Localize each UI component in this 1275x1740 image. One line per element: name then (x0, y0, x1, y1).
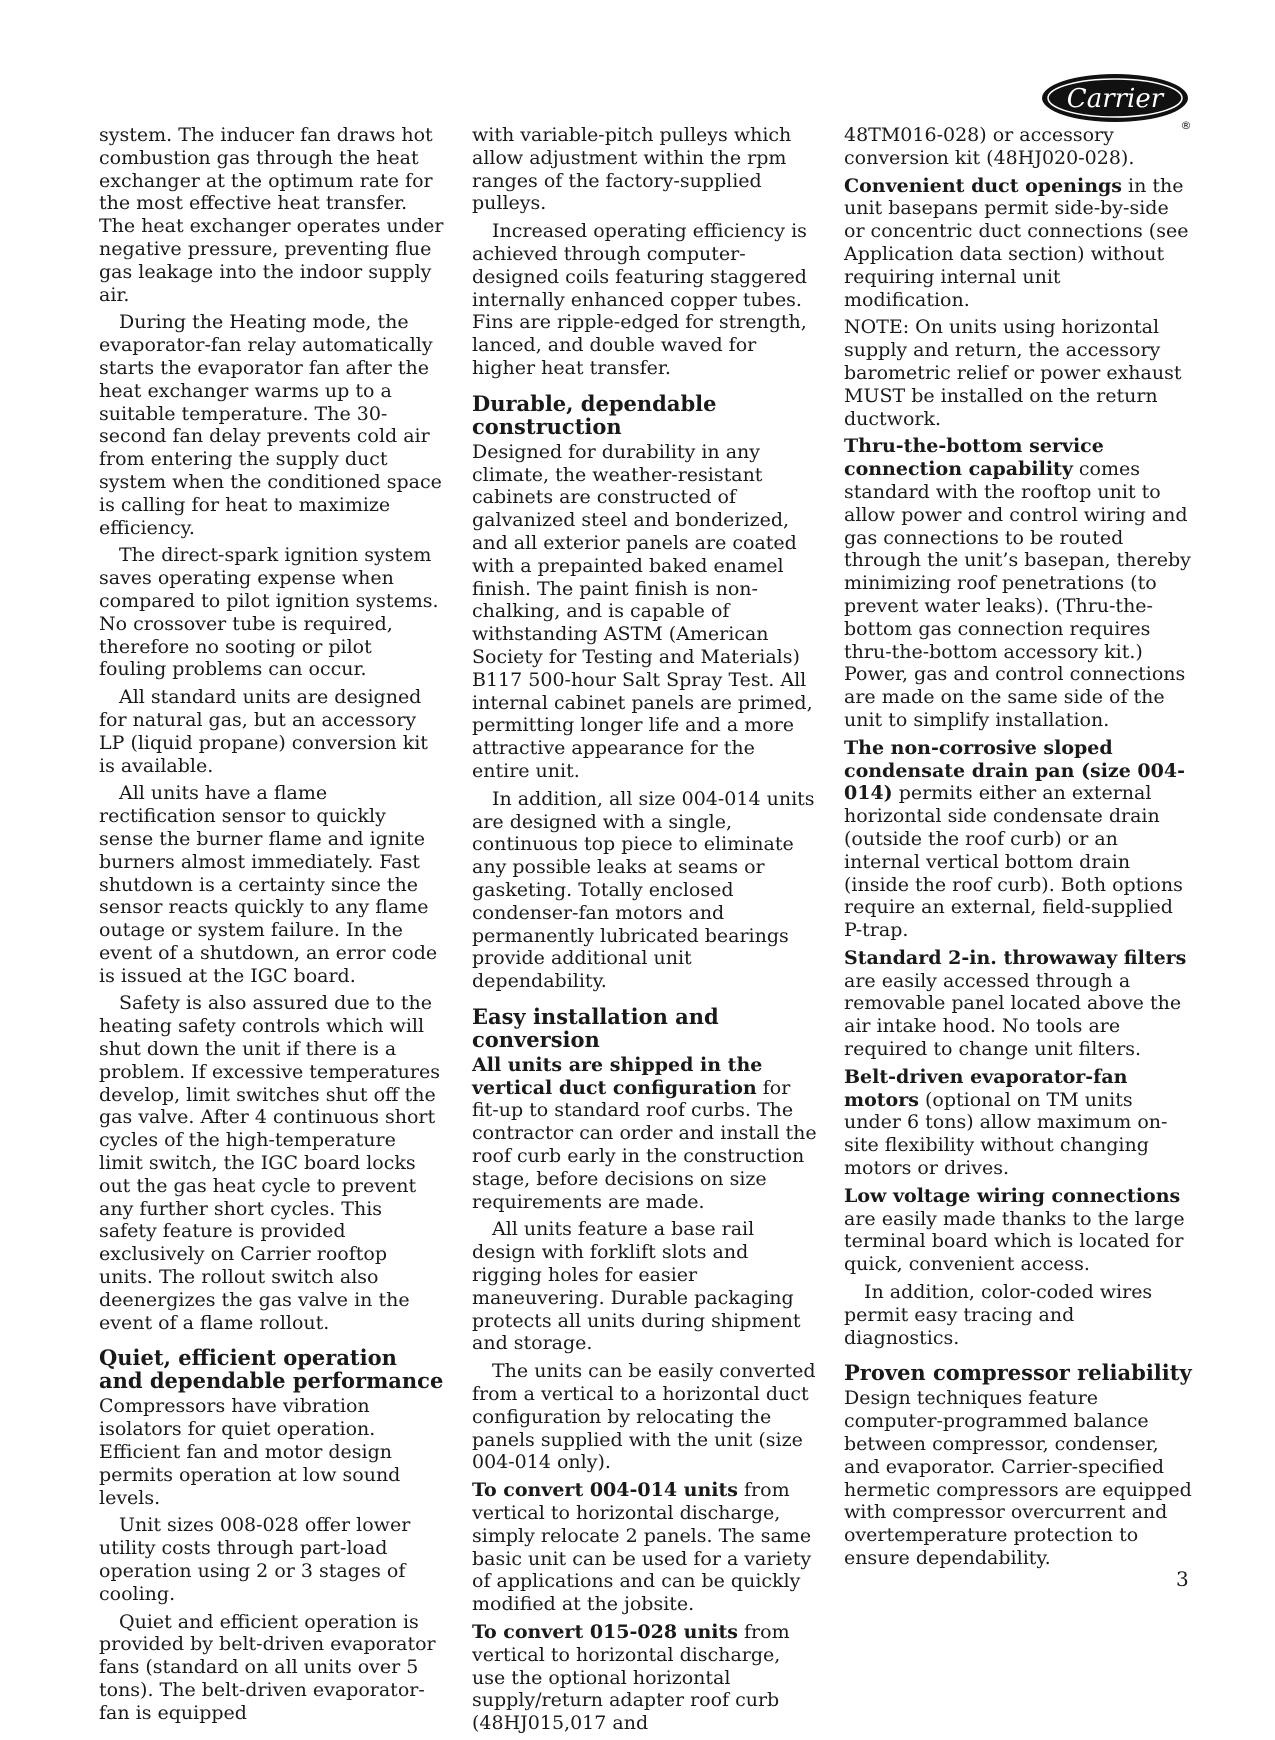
paragraph-text: are easily made thanks to the large terminal board which is located for quick, convenient access. (844, 1207, 1185, 1276)
paragraph: All units have a flame rectification sensor to quickly sense the burner flame and ignite burners almost immediately. Fast shutdown is a certainty since the sensor reacts quickly to any flame outage or system failure. In the event of a shutdown, an error code is issued at the IGC board. (99, 782, 438, 987)
paragraph-text: from vertical to horizontal discharge, use the optional horizontal supply/return adapter roof curb (48HJ015,017 and (472, 1621, 790, 1735)
lead-in-bold: The non-corrosive sloped condensate drain pan (size 004-014) (844, 736, 1185, 805)
section-heading: Easy installation and conversion (472, 1003, 719, 1052)
paragraph: 48TM016-028) or accessory conversion kit (48HJ020-028). (844, 124, 1135, 169)
section-heading: Quiet, efficient operation and dependable performance (99, 1345, 444, 1394)
svg-text:Carrier: Carrier (1066, 84, 1164, 114)
paragraph: During the Heating mode, the evaporator-fan relay automatically starts the evaporator fan after the heat exchanger warms up to a suitable temperature. The 30-second fan delay prevents cold air from entering the supply duct system when the conditioned space is calling for heat to maximize efficiency. (99, 311, 442, 539)
paragraph (844, 435, 1192, 731)
lead-in-bold: Belt-driven evaporator-fan motors (844, 1065, 1128, 1111)
paragraph: Unit sizes 008-028 offer lower utility costs through part-load operation using 2 or 3 stages of cooling. (99, 1514, 411, 1605)
paragraph: Safety is also assured due to the heating safety controls which will shut down the unit if there is a problem. If excessive temperatures develop, limit switches shut off the gas valve. After 4 continuous short cycles of the high-temperature limit switch, the IGC board locks out the gas heat cycle to prevent any further short cycles. This safety feature is provided exclusively on Carrier rooftop units. The rollout switch also deenergizes the gas valve in the event of a flame rollout. (99, 992, 440, 1334)
lead-in-bold: To convert 004-014 units (472, 1479, 738, 1502)
section-heading: Durable, dependable construction (472, 390, 717, 439)
paragraph: with variable-pitch pulleys which allow adjustment within the rpm ranges of the factory-supplied pulleys. (472, 124, 792, 215)
paragraph-text: comes standard with the rooftop unit to allow power and control wiring and gas connections to be routed through the unit’s basepan, thereby minimizing roof penetrations (to prevent water leaks). (Thru-the-bottom gas connection requires thru-the-bottom accessory kit.) Power, gas and control connections are made on the same side of the unit to simplify installation. (844, 458, 1191, 731)
paragraph-text: for fit-up to standard roof curbs. The contractor can order and install the roof curb early in the construction stage, before decisions on size requirements are made. (472, 1076, 817, 1213)
carrier-logo (1040, 72, 1195, 132)
paragraph: Increased operating efficiency is achieved through computer-designed coils featuring staggered internally enhanced copper tubes. Fins are ripple-edged for strength, lanced, and double waved for higher heat transfer. (472, 220, 807, 379)
paragraph: In addition, all size 004-014 units are designed with a single, continuous top piece to eliminate any possible leaks at seams or gasketing. Totally enclosed condenser-fan motors and permanently lubricated bearings provide additional unit dependability. (472, 787, 815, 993)
section-heading: Proven compressor reliability (844, 1360, 1192, 1386)
paragraph-text: from vertical to horizontal discharge, simply relocate 2 panels. The same basic unit can be used for a variety of applications and can be quickly modified at the jobsite. (472, 1479, 812, 1616)
paragraph-text: (optional on TM units under 6 tons) allow maximum on-site flexibility without changing motors or drives. (844, 1088, 1168, 1180)
paragraph (844, 947, 1192, 1061)
paragraph: The units can be easily converted from a vertical to a horizontal duct configuration by relocating the panels supplied with the unit (size 004-014 only). (472, 1360, 816, 1474)
lead-in-bold: Thru-the-bottom service connection capability (844, 435, 1104, 481)
paragraph-text: are easily accessed through a removable panel located above the air intake hood. No tools are required to change unit filters. (844, 969, 1182, 1061)
paragraph: Quiet and efficient operation is provided by belt-driven evaporator fans (standard on all units over 5 tons). The belt-driven evaporator-fan is equipped (99, 1610, 436, 1724)
paragraph (472, 1621, 817, 1735)
paragraph: All standard units are designed for natural gas, but an accessory LP (liquid propane) conversion kit is available. (99, 686, 428, 777)
paragraph: system. The inducer fan draws hot combustion gas through the heat exchanger at the optimum rate for the most effective heat transfer. The heat exchanger operates under negative pressure, preventing flue gas leakage into the indoor supply air. (99, 124, 444, 306)
paragraph (844, 1066, 1192, 1180)
paragraph-text: permits either an external horizontal side condensate drain (outside the roof curb) or an internal vertical bottom drain (inside the roof curb). Both options require an external, field-supplied P-trap. (844, 782, 1183, 942)
lead-in-bold: Standard 2-in. throwaway filters (844, 946, 1187, 969)
column-middle (472, 124, 817, 1740)
svg-text:®: ® (1180, 119, 1192, 132)
note-paragraph: NOTE: On units using horizontal supply and return, the accessory barometric relief or power exhaust MUST be installed on the return ductwork. (844, 316, 1182, 430)
paragraph (844, 737, 1192, 942)
paragraph: Compressors have vibration isolators for quiet operation. Efficient fan and motor design permits operation at low sound levels. (99, 1395, 401, 1509)
paragraph: Designed for durability in any climate, the weather-resistant cabinets are constructed of galvanized steel and bonderized, and all exterior panels are coated with a prepainted baked enamel finish. The paint finish is non-chalking, and is capable of withstanding ASTM (American Society for Testing and Materials) B117 500-hour Salt Spray Test. All internal cabinet panels are primed, permitting longer life and a more attractive appearance for the entire unit. (472, 440, 813, 782)
lead-in-bold: Low voltage wiring connections (844, 1184, 1181, 1207)
lead-in-bold: All units are shipped in the vertical duct configuration (472, 1053, 763, 1099)
paragraph: All units feature a base rail design with forklift slots and rigging holes for easier maneuvering. Durable packaging protects all units during shipment and storage. (472, 1218, 801, 1355)
paragraph: In addition, color-coded wires permit easy tracing and diagnostics. (844, 1281, 1153, 1349)
paragraph: Design techniques feature computer-programmed balance between compressor, condenser, and evaporator. Carrier-specified hermetic compressors are equipped with compressor overcurrent and overtemperature protection to ensure dependability. (844, 1387, 1192, 1570)
column-right (844, 124, 1192, 1575)
column-left (99, 124, 444, 1730)
lead-in-bold: To convert 015-028 units (472, 1621, 738, 1644)
paragraph (844, 1185, 1192, 1276)
paragraph (472, 1479, 817, 1616)
paragraph (472, 1054, 817, 1214)
paragraph (844, 175, 1192, 312)
lead-in-bold: Convenient duct openings (844, 174, 1122, 197)
page-number: 3 (1176, 1567, 1189, 1591)
paragraph: The direct-spark ignition system saves operating expense when compared to pilot ignition systems. No crossover tube is required, therefore no sooting or pilot fouling problems can occur. (99, 544, 439, 681)
paragraph-text: in the unit basepans permit side-by-side or concentric duct connections (see Application data section) without requiring internal unit modification. (844, 174, 1189, 311)
